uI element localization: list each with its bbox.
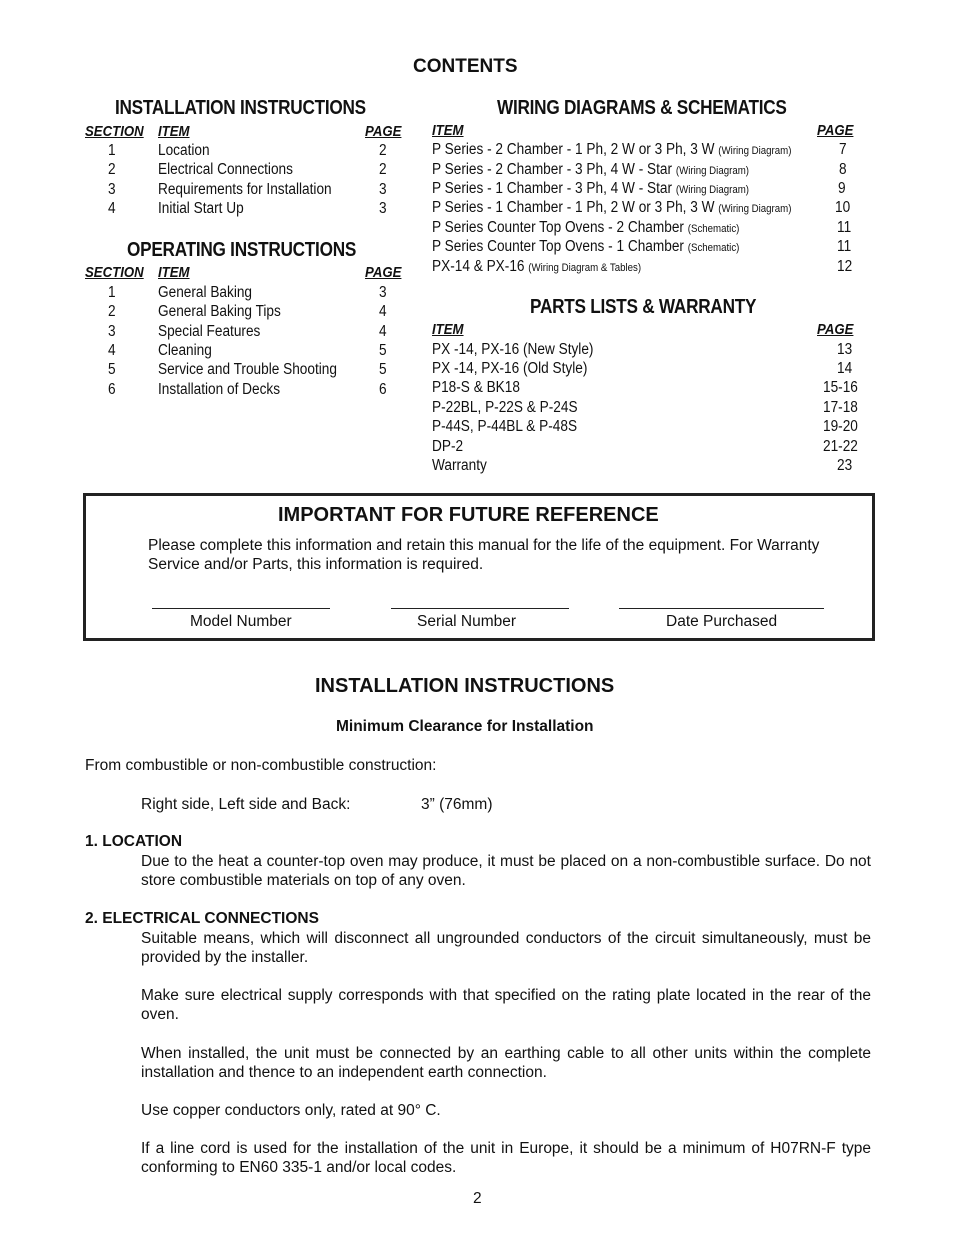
future-reference-title: IMPORTANT FOR FUTURE REFERENCE <box>278 504 659 526</box>
toc-page: 11 <box>837 219 852 236</box>
serial-number-line[interactable] <box>391 608 569 609</box>
toc-page: 10 <box>835 199 851 216</box>
toc-item: Requirements for Installation <box>158 181 332 198</box>
toc-page: 17-18 <box>823 399 858 416</box>
toc-page: 23 <box>837 457 853 474</box>
parts-col-item: ITEM <box>432 321 464 338</box>
toc-item: Location <box>158 142 210 159</box>
toc-item: Warranty <box>432 457 487 474</box>
parts-col-page: PAGE <box>817 321 854 338</box>
toc-page: 5 <box>379 361 387 378</box>
toc-page: 7 <box>839 141 847 158</box>
toc-item: P Series Counter Top Ovens - 2 Chamber (Schematic) <box>432 219 740 236</box>
electrical-heading: 2. ELECTRICAL CONNECTIONS <box>85 910 319 927</box>
toc-page: 3 <box>379 200 387 217</box>
toc-item: Special Features <box>158 323 261 340</box>
toc-section-number: 4 <box>108 200 116 217</box>
toc-section-number: 4 <box>108 342 116 359</box>
toc-page: 4 <box>379 303 387 320</box>
toc-item: General Baking Tips <box>158 303 281 320</box>
toc-item: PX -14, PX-16 (New Style) <box>432 341 594 358</box>
location-text: Due to the heat a counter-top oven may produce, it must be placed on a non-combustible surface. Do not store combustible materials on top of any oven. <box>141 853 871 889</box>
toc-item: P-22BL, P-22S & P-24S <box>432 399 578 416</box>
installation-section-title: INSTALLATION INSTRUCTIONS <box>315 675 615 697</box>
clearance-label: Right side, Left side and Back: <box>141 796 351 813</box>
toc-page: 12 <box>837 258 853 275</box>
toc-item: Cleaning <box>158 342 212 359</box>
toc-item: PX -14, PX-16 (Old Style) <box>432 360 588 377</box>
date-purchased-line[interactable] <box>619 608 824 609</box>
wiring-col-page: PAGE <box>817 122 854 139</box>
wiring-col-item: ITEM <box>432 122 464 139</box>
toc-page: 21-22 <box>823 438 858 455</box>
toc-page: 4 <box>379 323 387 340</box>
toc-item: P Series - 1 Chamber - 3 Ph, 4 W - Star (Wiring Diagram) <box>432 180 749 197</box>
toc-item: P Series - 2 Chamber - 1 Ph, 2 W or 3 Ph, 3 W (Wiring Diagram) <box>432 141 792 158</box>
toc-item: P-44S, P-44BL & P-48S <box>432 418 578 435</box>
page-number: 2 <box>473 1190 482 1207</box>
toc-page: 15-16 <box>823 379 858 396</box>
toc-item: Service and Trouble Shooting <box>158 361 337 378</box>
toc-section-number: 1 <box>108 284 116 301</box>
toc-section-number: 2 <box>108 303 116 320</box>
toc-page: 6 <box>379 381 387 398</box>
toc-section-number: 5 <box>108 361 116 378</box>
installation-col-section: SECTION <box>85 123 144 140</box>
toc-section-number: 3 <box>108 323 116 340</box>
contents-title: CONTENTS <box>413 56 518 77</box>
clearance-value: 3” (76mm) <box>421 796 493 813</box>
toc-page: 11 <box>837 238 852 255</box>
toc-page: 14 <box>837 360 853 377</box>
electrical-paragraph: Make sure electrical supply corresponds with that specified on the rating plate located in the rear of the oven. <box>141 987 871 1023</box>
parts-toc-title: PARTS LISTS & WARRANTY <box>530 296 757 318</box>
toc-section-number: 3 <box>108 181 116 198</box>
electrical-paragraph: If a line cord is used for the installation of the unit in Europe, it should be a minimum of H07RN-F type conforming to EN60 335-1 and/or local codes. <box>141 1140 871 1176</box>
toc-page: 3 <box>379 284 387 301</box>
toc-item: P Series - 2 Chamber - 3 Ph, 4 W - Star (Wiring Diagram) <box>432 161 749 178</box>
toc-page: 8 <box>839 161 847 178</box>
toc-item: Initial Start Up <box>158 200 244 217</box>
operating-col-section: SECTION <box>85 264 144 281</box>
toc-page: 5 <box>379 342 387 359</box>
toc-section-number: 1 <box>108 142 116 159</box>
toc-page: 2 <box>379 142 387 159</box>
installation-col-item: ITEM <box>158 123 190 140</box>
serial-number-label: Serial Number <box>417 613 517 630</box>
toc-section-number: 2 <box>108 161 116 178</box>
toc-page: 3 <box>379 181 387 198</box>
installation-toc-title: INSTALLATION INSTRUCTIONS <box>115 97 366 119</box>
model-number-label: Model Number <box>190 613 292 630</box>
toc-item: P Series - 1 Chamber - 1 Ph, 2 W or 3 Ph, 3 W (Wiring Diagram) <box>432 199 792 216</box>
future-reference-box <box>83 493 875 641</box>
toc-item: Installation of Decks <box>158 381 281 398</box>
date-purchased-label: Date Purchased <box>666 613 778 630</box>
toc-item: PX-14 & PX-16 (Wiring Diagram & Tables) <box>432 258 642 275</box>
wiring-toc-title: WIRING DIAGRAMS & SCHEMATICS <box>497 97 787 119</box>
installation-intro: From combustible or non-combustible construction: <box>85 757 437 774</box>
toc-page: 19-20 <box>823 418 858 435</box>
operating-col-item: ITEM <box>158 264 190 281</box>
toc-page: 2 <box>379 161 387 178</box>
toc-item: Electrical Connections <box>158 161 293 178</box>
toc-item: DP-2 <box>432 438 464 455</box>
installation-col-page: PAGE <box>365 123 402 140</box>
installation-subtitle: Minimum Clearance for Installation <box>336 718 594 735</box>
model-number-line[interactable] <box>152 608 330 609</box>
electrical-paragraph: When installed, the unit must be connected by an earthing cable to all other units within the complete installation and thence to an independent earth connection. <box>141 1045 871 1081</box>
toc-item: General Baking <box>158 284 253 301</box>
toc-page: 9 <box>838 180 846 197</box>
toc-page: 13 <box>837 341 853 358</box>
toc-item: P Series Counter Top Ovens - 1 Chamber (Schematic) <box>432 238 740 255</box>
toc-item: P18-S & BK18 <box>432 379 520 396</box>
electrical-paragraph: Suitable means, which will disconnect all ungrounded conductors of the circuit simultaneously, must be provided by the installer. <box>141 930 871 966</box>
operating-toc-title: OPERATING INSTRUCTIONS <box>127 239 357 261</box>
electrical-paragraph: Use copper conductors only, rated at 90° C. <box>141 1102 441 1119</box>
operating-col-page: PAGE <box>365 264 402 281</box>
future-reference-text: Please complete this information and retain this manual for the life of the equipment. For Warranty Service and/or Parts, this information is required. <box>148 537 820 573</box>
toc-section-number: 6 <box>108 381 116 398</box>
location-heading: 1. LOCATION <box>85 833 183 850</box>
